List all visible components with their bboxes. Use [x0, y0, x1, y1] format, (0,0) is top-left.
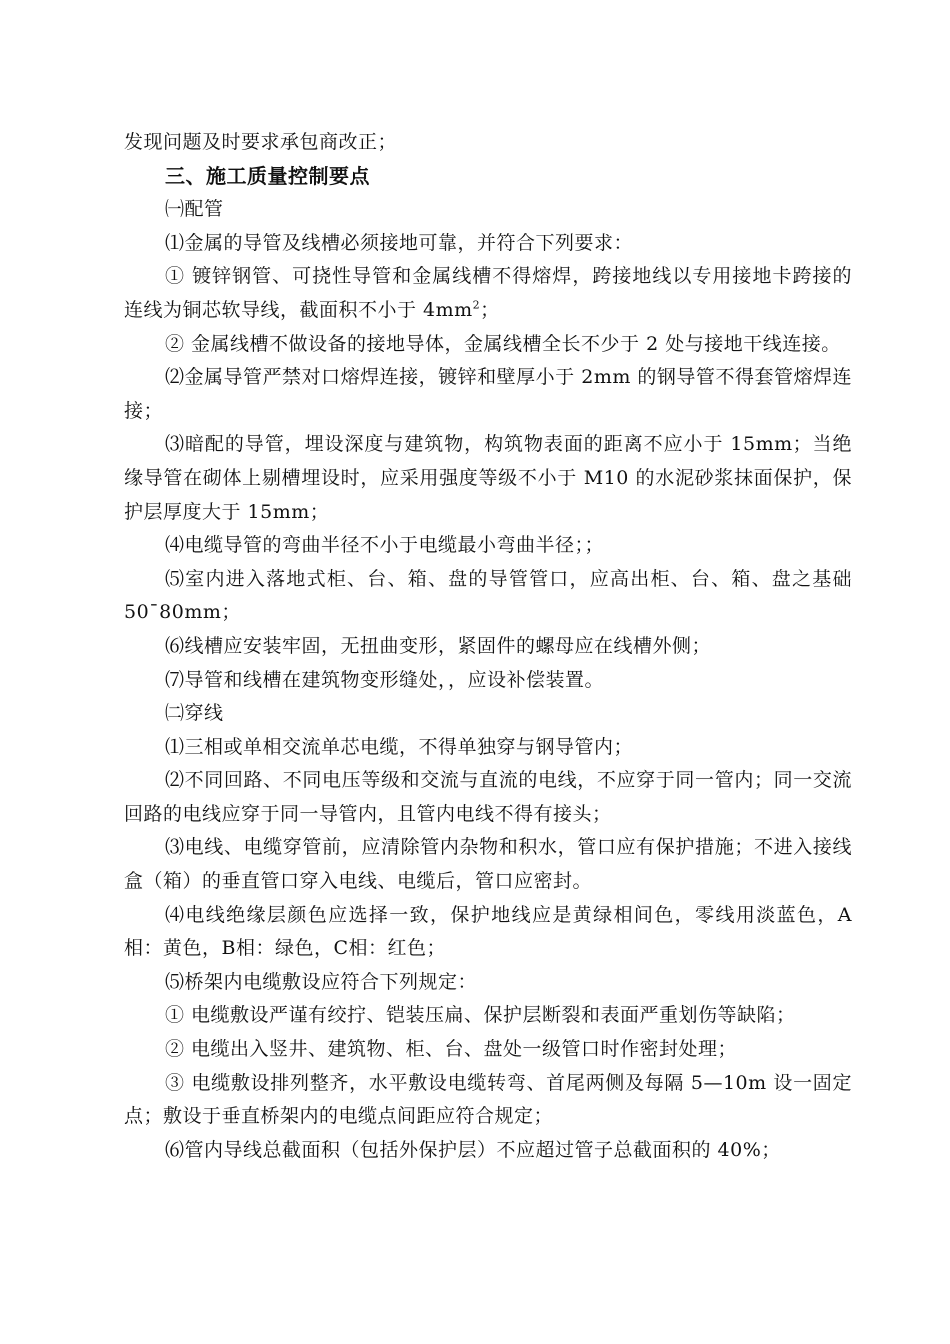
paragraph [124, 630, 852, 664]
paragraph [124, 563, 852, 630]
paragraph-text: ⑶电线、电缆穿管前，应清除管内杂物和积水，管口应有保护措施；不进入接线盒（箱）的垂直管口穿入电线、电缆后，管口应密封。 [124, 836, 852, 893]
paragraph-text-tail: ； [480, 298, 500, 321]
paragraph [124, 428, 852, 529]
paragraph [124, 966, 852, 1000]
paragraph-text: ㈠配管 [165, 198, 224, 221]
paragraph [124, 1134, 852, 1168]
document-body [124, 126, 852, 1167]
paragraph-text: ⑴三相或单相交流单芯电缆，不得单独穿与钢导管内； [165, 735, 634, 758]
paragraph [124, 899, 852, 966]
paragraph [124, 126, 852, 160]
paragraph [124, 193, 852, 227]
paragraph-text: ② 金属线槽不做设备的接地导体，金属线槽全长不少于 2 处与接地干线连接。 [165, 332, 841, 355]
paragraph [124, 361, 852, 428]
paragraph-text: ⑹线槽应安装牢固，无扭曲变形，紧固件的螺母应在线槽外侧； [165, 634, 712, 657]
paragraph-text: ㈡穿线 [165, 702, 224, 725]
paragraph-text: ① 镀锌钢管、可挠性导管和金属线槽不得熔焊，跨接地线以专用接地卡跨接的连线为铜芯软导线，截面积不小于 4mm [124, 265, 852, 321]
paragraph [124, 999, 852, 1033]
paragraph-text: ⑵金属导管严禁对口熔焊连接，镀锌和壁厚小于 2mm 的钢导管不得套管熔焊连接； [124, 366, 852, 422]
paragraph-text: ⑸桥架内电缆敷设应符合下列规定： [165, 970, 478, 993]
section-heading: 三、施工质量控制要点 [165, 163, 370, 188]
paragraph-text: ⑹管内导线总截面积（包括外保护层）不应超过管子总截面积的 40%； [165, 1138, 781, 1161]
paragraph [124, 664, 852, 698]
paragraph-text: ① 电缆敷设严谨有绞拧、铠装压扁、保护层断裂和表面严重划伤等缺陷； [165, 1004, 796, 1027]
paragraph-text: ⑶暗配的导管，埋设深度与建筑物，构筑物表面的距离不应小于 15mm；当绝缘导管在砌体上剔槽埋设时，应采用强度等级不小于 M10 的水泥砂浆抹面保护，保护层厚度大于 15mm； [124, 433, 852, 523]
paragraph-text: ⑷电缆导管的弯曲半径不小于电缆最小弯曲半径；； [165, 534, 605, 557]
paragraph [124, 731, 852, 765]
paragraph [124, 529, 852, 563]
paragraph [124, 1033, 852, 1067]
paragraph-text: ③ 电缆敷设排列整齐，水平敷设电缆转弯、首尾两侧及每隔 5—10m 设一固定点；敷设于垂直桥架内的电缆点间距应符合规定； [124, 1071, 852, 1128]
paragraph-text: ⑴金属的导管及线槽必须接地可靠，并符合下列要求： [165, 231, 634, 254]
paragraph-text: ⑸室内进入落地式柜、台、箱、盘的导管管口，应高出柜、台、箱、盘之基础 50¯80mm； [124, 567, 852, 624]
paragraph-text: ⑺导管和线槽在建筑物变形缝处，，应设补偿装置。 [165, 668, 605, 691]
paragraph-text: ⑵不同回路、不同电压等级和交流与直流的电线，不应穿于同一管内；同一交流回路的电线应穿于同一导管内，且管内电线不得有接头； [124, 769, 852, 825]
paragraph [124, 697, 852, 731]
paragraph-text: ② 电缆出入竖井、建筑物、柜、台、盘处一级管口时作密封处理； [165, 1038, 738, 1061]
paragraph [124, 831, 852, 898]
superscript: 2 [472, 298, 481, 312]
paragraph [124, 227, 852, 261]
paragraph-text: 发现问题及时要求承包商改正； [124, 131, 398, 153]
paragraph [124, 764, 852, 831]
paragraph [124, 1067, 852, 1134]
paragraph [124, 260, 852, 327]
paragraph-text: ⑷电线绝缘层颜色应选择一致，保护地线应是黄绿相间色，零线用淡蓝色，A相：黄色，B相：绿色，C相：红色； [124, 903, 852, 960]
paragraph [124, 328, 852, 362]
